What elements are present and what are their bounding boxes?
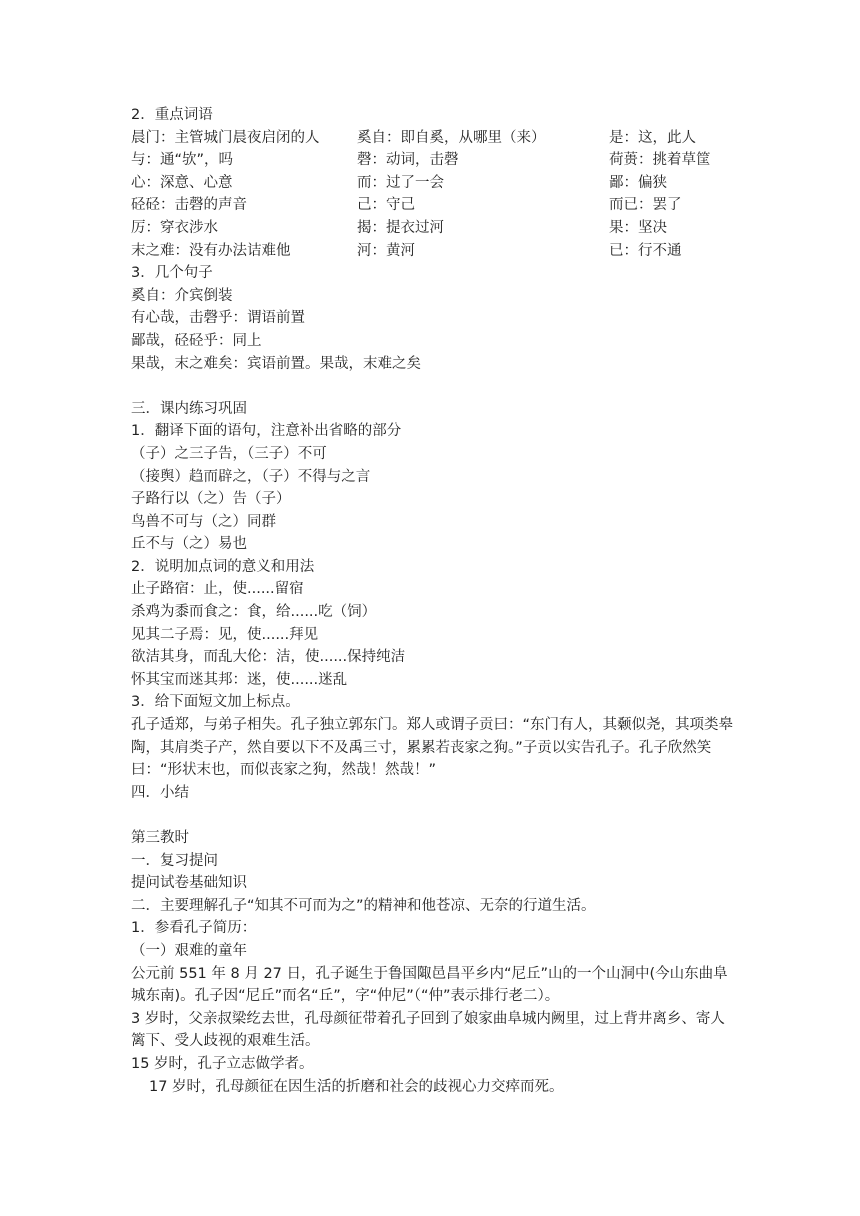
review-text: 提问试卷基础知识: [131, 875, 247, 892]
usage-item: 欲洁其身，而乱大伦：洁，使......保持纯洁: [131, 649, 406, 666]
vocab-entry: 荷蒉：挑着草筐: [609, 152, 711, 169]
translation-item: 子路行以（之）告（子）: [131, 491, 291, 508]
section-heading-key-words: 2．重点词语: [131, 107, 213, 123]
vocab-row: [131, 217, 739, 240]
bio-paragraph: 15 岁时，孔子立志做学者。: [131, 1055, 314, 1072]
lesson-title: 第三教时: [131, 830, 189, 846]
vocab-entry: 硁硁：击磬的声音: [131, 197, 247, 214]
vocab-entry: 河：黄河: [357, 242, 415, 259]
sentence-note: 果哉，末之难矣：宾语前置。果哉，末难之矣: [131, 355, 421, 372]
question-heading: 1．翻译下面的语句，注意补出省略的部分: [131, 423, 402, 440]
vocab-entry: 厉：穿衣涉水: [131, 219, 218, 236]
vocab-row: [131, 127, 739, 150]
question-heading: 3．给下面短文加上标点。: [131, 694, 300, 711]
bio-paragraph: 17 岁时，孔母颜征在因生活的折磨和社会的歧视心力交瘁而死。: [149, 1078, 564, 1095]
vocab-table: [131, 127, 739, 263]
punctuation-passage: 孔子适郑，与弟子相失。孔子独立郭东门。郑人或谓子贡曰：“东门有人，其颡似尧，其项类皋陶，其肩类子产，然自要以下不及禹三寸，累累若丧家之狗。”子贡以实告孔子。孔子欣然笑曰：“形状末也，而似丧家之狗，然哉！然哉！”: [131, 717, 734, 779]
review-heading: 一．复习提问: [131, 852, 218, 869]
vocab-entry: 揭：提衣过河: [357, 219, 444, 236]
vocab-entry: 而已：罢了: [609, 197, 682, 214]
vocab-entry: 与：通“欤”，吗: [131, 152, 234, 169]
translation-item: 鸟兽不可与（之）同群: [131, 513, 276, 530]
vocab-entry: 晨门：主管城门晨夜启闭的人: [131, 129, 320, 146]
question-heading: 2．说明加点词的意义和用法: [131, 558, 315, 575]
bio-heading: 1．参看孔子简历：: [131, 920, 257, 937]
usage-item: 止子路宿：止，使......留宿: [131, 581, 304, 598]
vocab-row: [131, 240, 739, 263]
sentence-note: 鄙哉，硁硁乎：同上: [131, 332, 262, 349]
translation-item: 丘不与（之）易也: [131, 536, 247, 553]
spacer: [131, 804, 739, 827]
summary-heading: 四．小结: [131, 784, 189, 801]
vocab-row: [131, 194, 739, 217]
bio-paragraph: 3 岁时，父亲叔梁纥去世，孔母颜征带着孔子回到了娘家曲阜城内阙里，过上背井离乡、寄人篱下、受人歧视的艰难生活。: [131, 1010, 725, 1050]
document-body: [131, 104, 739, 1098]
usage-item: 杀鸡为黍而食之：食，给......吃（饲）: [131, 604, 377, 621]
section-heading-sentences: 3．几个句子: [131, 265, 213, 282]
practice-heading: 三．课内练习巩固: [131, 400, 247, 417]
vocab-row: [131, 149, 739, 172]
vocab-entry: 奚自：即自奚，从哪里（来）: [357, 129, 546, 146]
translation-item: （子）之三子告，（三子）不可: [131, 445, 327, 462]
translation-item: （接舆）趋而辟之，（子）不得与之言: [131, 468, 371, 485]
vocab-entry: 已：行不通: [609, 242, 682, 259]
vocab-entry: 而：过了一会: [357, 174, 444, 191]
childhood-heading: （一）艰难的童年: [131, 942, 247, 959]
vocab-row: [131, 172, 739, 195]
usage-item: 怀其宝而迷其邦：迷，使......迷乱: [131, 671, 348, 688]
vocab-entry: 果：坚决: [609, 219, 667, 236]
vocab-entry: 心：深意、心意: [131, 174, 233, 191]
sentence-note: 奚自：介宾倒装: [131, 287, 233, 304]
main-heading: 二．主要理解孔子“知其不可而为之”的精神和他苍凉、无奈的行道生活。: [131, 897, 596, 914]
vocab-entry: 鄙：偏狭: [609, 174, 667, 191]
usage-item: 见其二子焉：见，使......拜见: [131, 626, 319, 643]
bio-paragraph: 公元前 551 年 8 月 27 日，孔子诞生于鲁国陬邑昌平乡内“尼丘”山的一个山洞中(今山东曲阜城东南)。孔子因“尼丘”而名“丘”，字“仲尼”（“仲”表示排行老二）。: [131, 965, 728, 1005]
vocab-entry: 末之难：没有办法诘难他: [131, 242, 291, 259]
vocab-entry: 己：守己: [357, 197, 415, 214]
vocab-entry: 是：这，此人: [609, 129, 696, 146]
sentence-note: 有心哉，击磬乎：谓语前置: [131, 310, 305, 327]
spacer: [131, 375, 739, 398]
vocab-entry: 磬：动词，击磬: [357, 152, 459, 169]
